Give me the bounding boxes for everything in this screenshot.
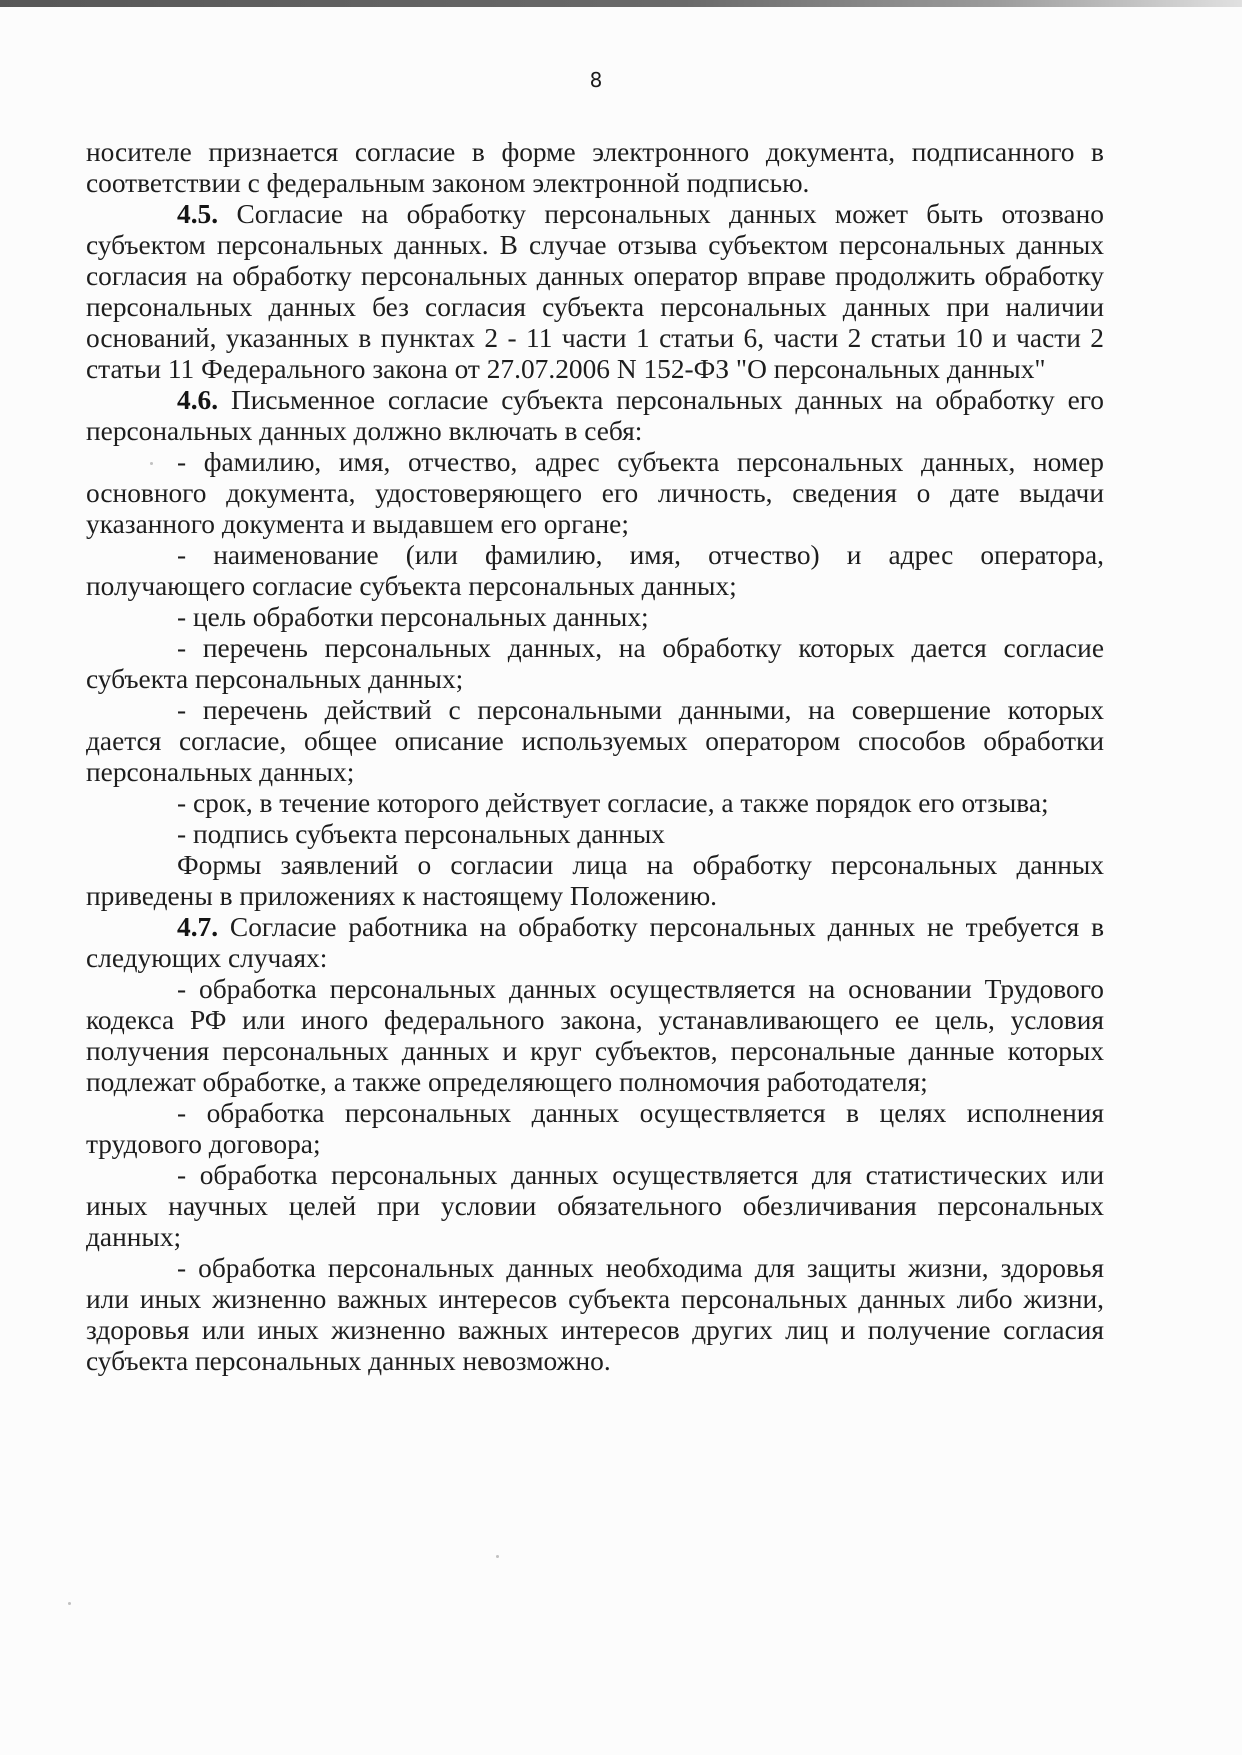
- list-item: - подпись субъекта персональных данных: [177, 819, 665, 849]
- scan-speck: [150, 462, 153, 465]
- list-item: - обработка персональных данных осуществляется на основании Трудового кодекса РФ или иного федерального закона, устанавливающего ее цель, условия получения персональных данных и круг субъектов, персональные данные которых подлежат обработке, а также определяющего полномочия работодателя;: [86, 974, 1104, 1097]
- clause-number: 4.6.: [177, 385, 219, 415]
- forms-note: Формы заявлений о согласии лица на обработку персональных данных приведены в приложениях к настоящему Положению.: [86, 850, 1104, 911]
- list-item: - фамилию, имя, отчество, адрес субъекта персональных данных, номер основного документа, удостоверяющего его личность, сведения о дате выдачи указанного документа и выдавшем его органе;: [86, 447, 1104, 539]
- clause-text: Согласие работника на обработку персональных данных не требуется в следующих случаях:: [86, 912, 1104, 973]
- list-item: - перечень действий с персональными данными, на совершение которых дается согласие, общее описание используемых оператором способов обработки персональных данных;: [86, 695, 1104, 787]
- clause-number: 4.5.: [177, 199, 219, 229]
- paragraph-continuation: носителе признается согласие в форме электронного документа, подписанного в соответствии с федеральным законом электронной подписью.: [86, 137, 1104, 198]
- clause-number: 4.7.: [177, 912, 219, 942]
- list-item: - срок, в течение которого действует согласие, а также порядок его отзыва;: [177, 788, 1049, 818]
- page-number: 8: [589, 68, 603, 92]
- scan-top-edge: [0, 0, 1242, 7]
- clause-4-7: [86, 912, 1104, 974]
- list-item: - обработка персональных данных осуществляется в целях исполнения трудового договора;: [86, 1098, 1104, 1159]
- clause-text: Согласие на обработку персональных данных может быть отозвано субъектом персональных данных. В случае отзыва субъектом персональных данных согласия на обработку персональных данных оператор вправе продолжить обработку персональных данных без согласия субъекта персональных данных при наличии оснований, указанных в пунктах 2 - 11 части 1 статьи 6, части 2 статьи 10 и части 2 статьи 11 Федерального закона от 27.07.2006 N 152-ФЗ "О персональных данных": [86, 199, 1104, 384]
- list-item: - наименование (или фамилию, имя, отчество) и адрес оператора, получающего согласие субъекта персональных данных;: [86, 540, 1104, 601]
- list-item: - обработка персональных данных осуществляется для статистических или иных научных целей при условии обязательного обезличивания персональных данных;: [86, 1160, 1104, 1252]
- scan-speck: [496, 1555, 499, 1558]
- list-item: - цель обработки персональных данных;: [177, 602, 649, 632]
- list-item: - перечень персональных данных, на обработку которых дается согласие субъекта персональных данных;: [86, 633, 1104, 694]
- document-body: [86, 137, 1104, 1377]
- list-item: - обработка персональных данных необходима для защиты жизни, здоровья или иных жизненно важных интересов субъекта персональных данных либо жизни, здоровья или иных жизненно важных интересов других лиц и получение согласия субъекта персональных данных невозможно.: [86, 1253, 1104, 1376]
- clause-4-5: [86, 199, 1104, 385]
- clause-text: Письменное согласие субъекта персональных данных на обработку его персональных данных должно включать в себя:: [86, 385, 1104, 446]
- scan-speck: [68, 1602, 71, 1605]
- clause-4-6: [86, 385, 1104, 447]
